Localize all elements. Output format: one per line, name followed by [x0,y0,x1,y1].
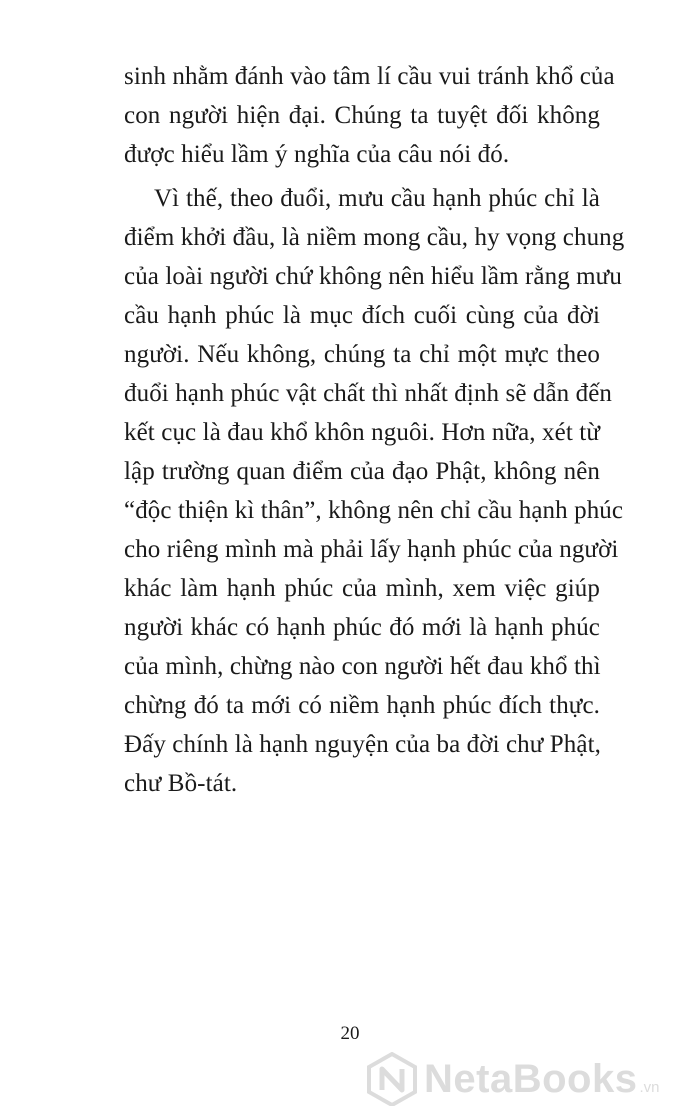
text-line: khác làm hạnh phúc của mình, xem việc giúp [124,575,600,602]
text-line: Vì thế, theo đuổi, mưu cầu hạnh phúc chỉ là [154,185,600,212]
text-line: đuổi hạnh phúc vật chất thì nhất định sẽ dẫn đến [124,380,613,407]
text-line: người. Nếu không, chúng ta chỉ một mực theo [124,341,600,368]
text-line: sinh nhằm đánh vào tâm lí cầu vui tránh khổ của [124,63,615,90]
page-number: 20 [340,1023,360,1044]
watermark-brand: NetaBooks [424,1056,638,1101]
text-line: cầu hạnh phúc là mục đích cuối cùng của đời [124,302,600,329]
text-line: chừng đó ta mới có niềm hạnh phúc đích thực. [124,692,600,719]
text-line: của loài người chứ không nên hiểu lầm rằng mưu [124,263,622,290]
text-line: người khác có hạnh phúc đó mới là hạnh phúc [124,614,600,641]
text-line: điểm khởi đầu, là niềm mong cầu, hy vọng chung [124,224,625,251]
text-line: “độc thiện kì thân”, không nên chỉ cầu hạnh phúc [124,497,624,524]
text-line: cho riêng mình mà phải lấy hạnh phúc của người [124,536,619,563]
watermark-suffix: .vn [639,1079,660,1096]
text-line: lập trường quan điểm của đạo Phật, không nên [124,458,600,485]
text-line: con người hiện đại. Chúng ta tuyệt đối không [124,102,600,129]
text-line: của mình, chừng nào con người hết đau khổ thì [124,653,601,680]
text-line: kết cục là đau khổ khôn nguôi. Hơn nữa, xét từ [124,419,600,446]
text-line: chư Bồ-tát. [124,770,238,797]
text-line: được hiểu lầm ý nghĩa của câu nói đó. [124,141,510,168]
watermark [366,1052,686,1106]
netabooks-logo-icon [366,1052,418,1106]
text-line: Đấy chính là hạnh nguyện của ba đời chư Phật, [124,731,601,758]
